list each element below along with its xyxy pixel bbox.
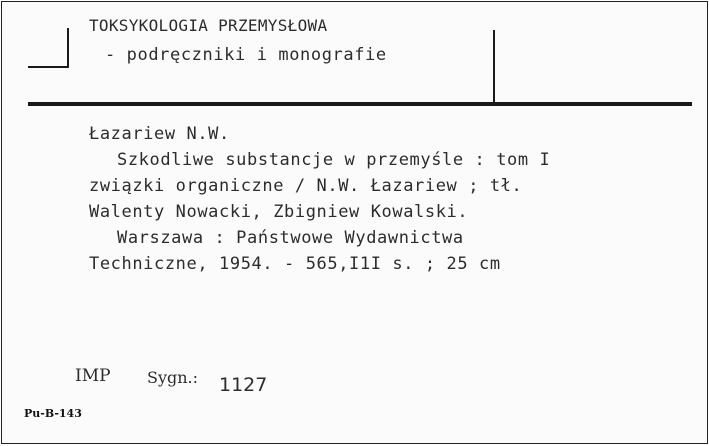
shelf-mark: Pu-B-143: [24, 407, 82, 420]
imp-stamp: IMP: [75, 366, 111, 386]
signature-number: 1127: [219, 374, 268, 396]
title-line-1: Szkodliwe substancje w przemyśle : tom I: [117, 150, 551, 170]
corner-mark-horizontal: [28, 66, 69, 68]
catalog-card: [1, 1, 708, 444]
header-rule: [28, 102, 692, 106]
author-line: Łazariew N.W.: [89, 124, 230, 144]
translators-line: Walenty Nowacki, Zbigniew Kowalski.: [89, 202, 469, 222]
title-line-2: związki organiczne / N.W. Łazariew ; tł.: [89, 176, 523, 196]
header-divider: [493, 30, 495, 102]
subject-subheading: - podręczniki i monografie: [105, 45, 387, 65]
corner-mark-vertical: [67, 28, 69, 68]
subject-heading: TOKSYKOLOGIA PRZEMYSŁOWA: [89, 16, 328, 35]
publication-line-1: Warszawa : Państwowe Wydawnictwa: [117, 228, 464, 248]
publication-line-2: Techniczne, 1954. - 565,I1I s. ; 25 cm: [89, 254, 501, 274]
signature-label: Sygn.:: [147, 368, 199, 387]
